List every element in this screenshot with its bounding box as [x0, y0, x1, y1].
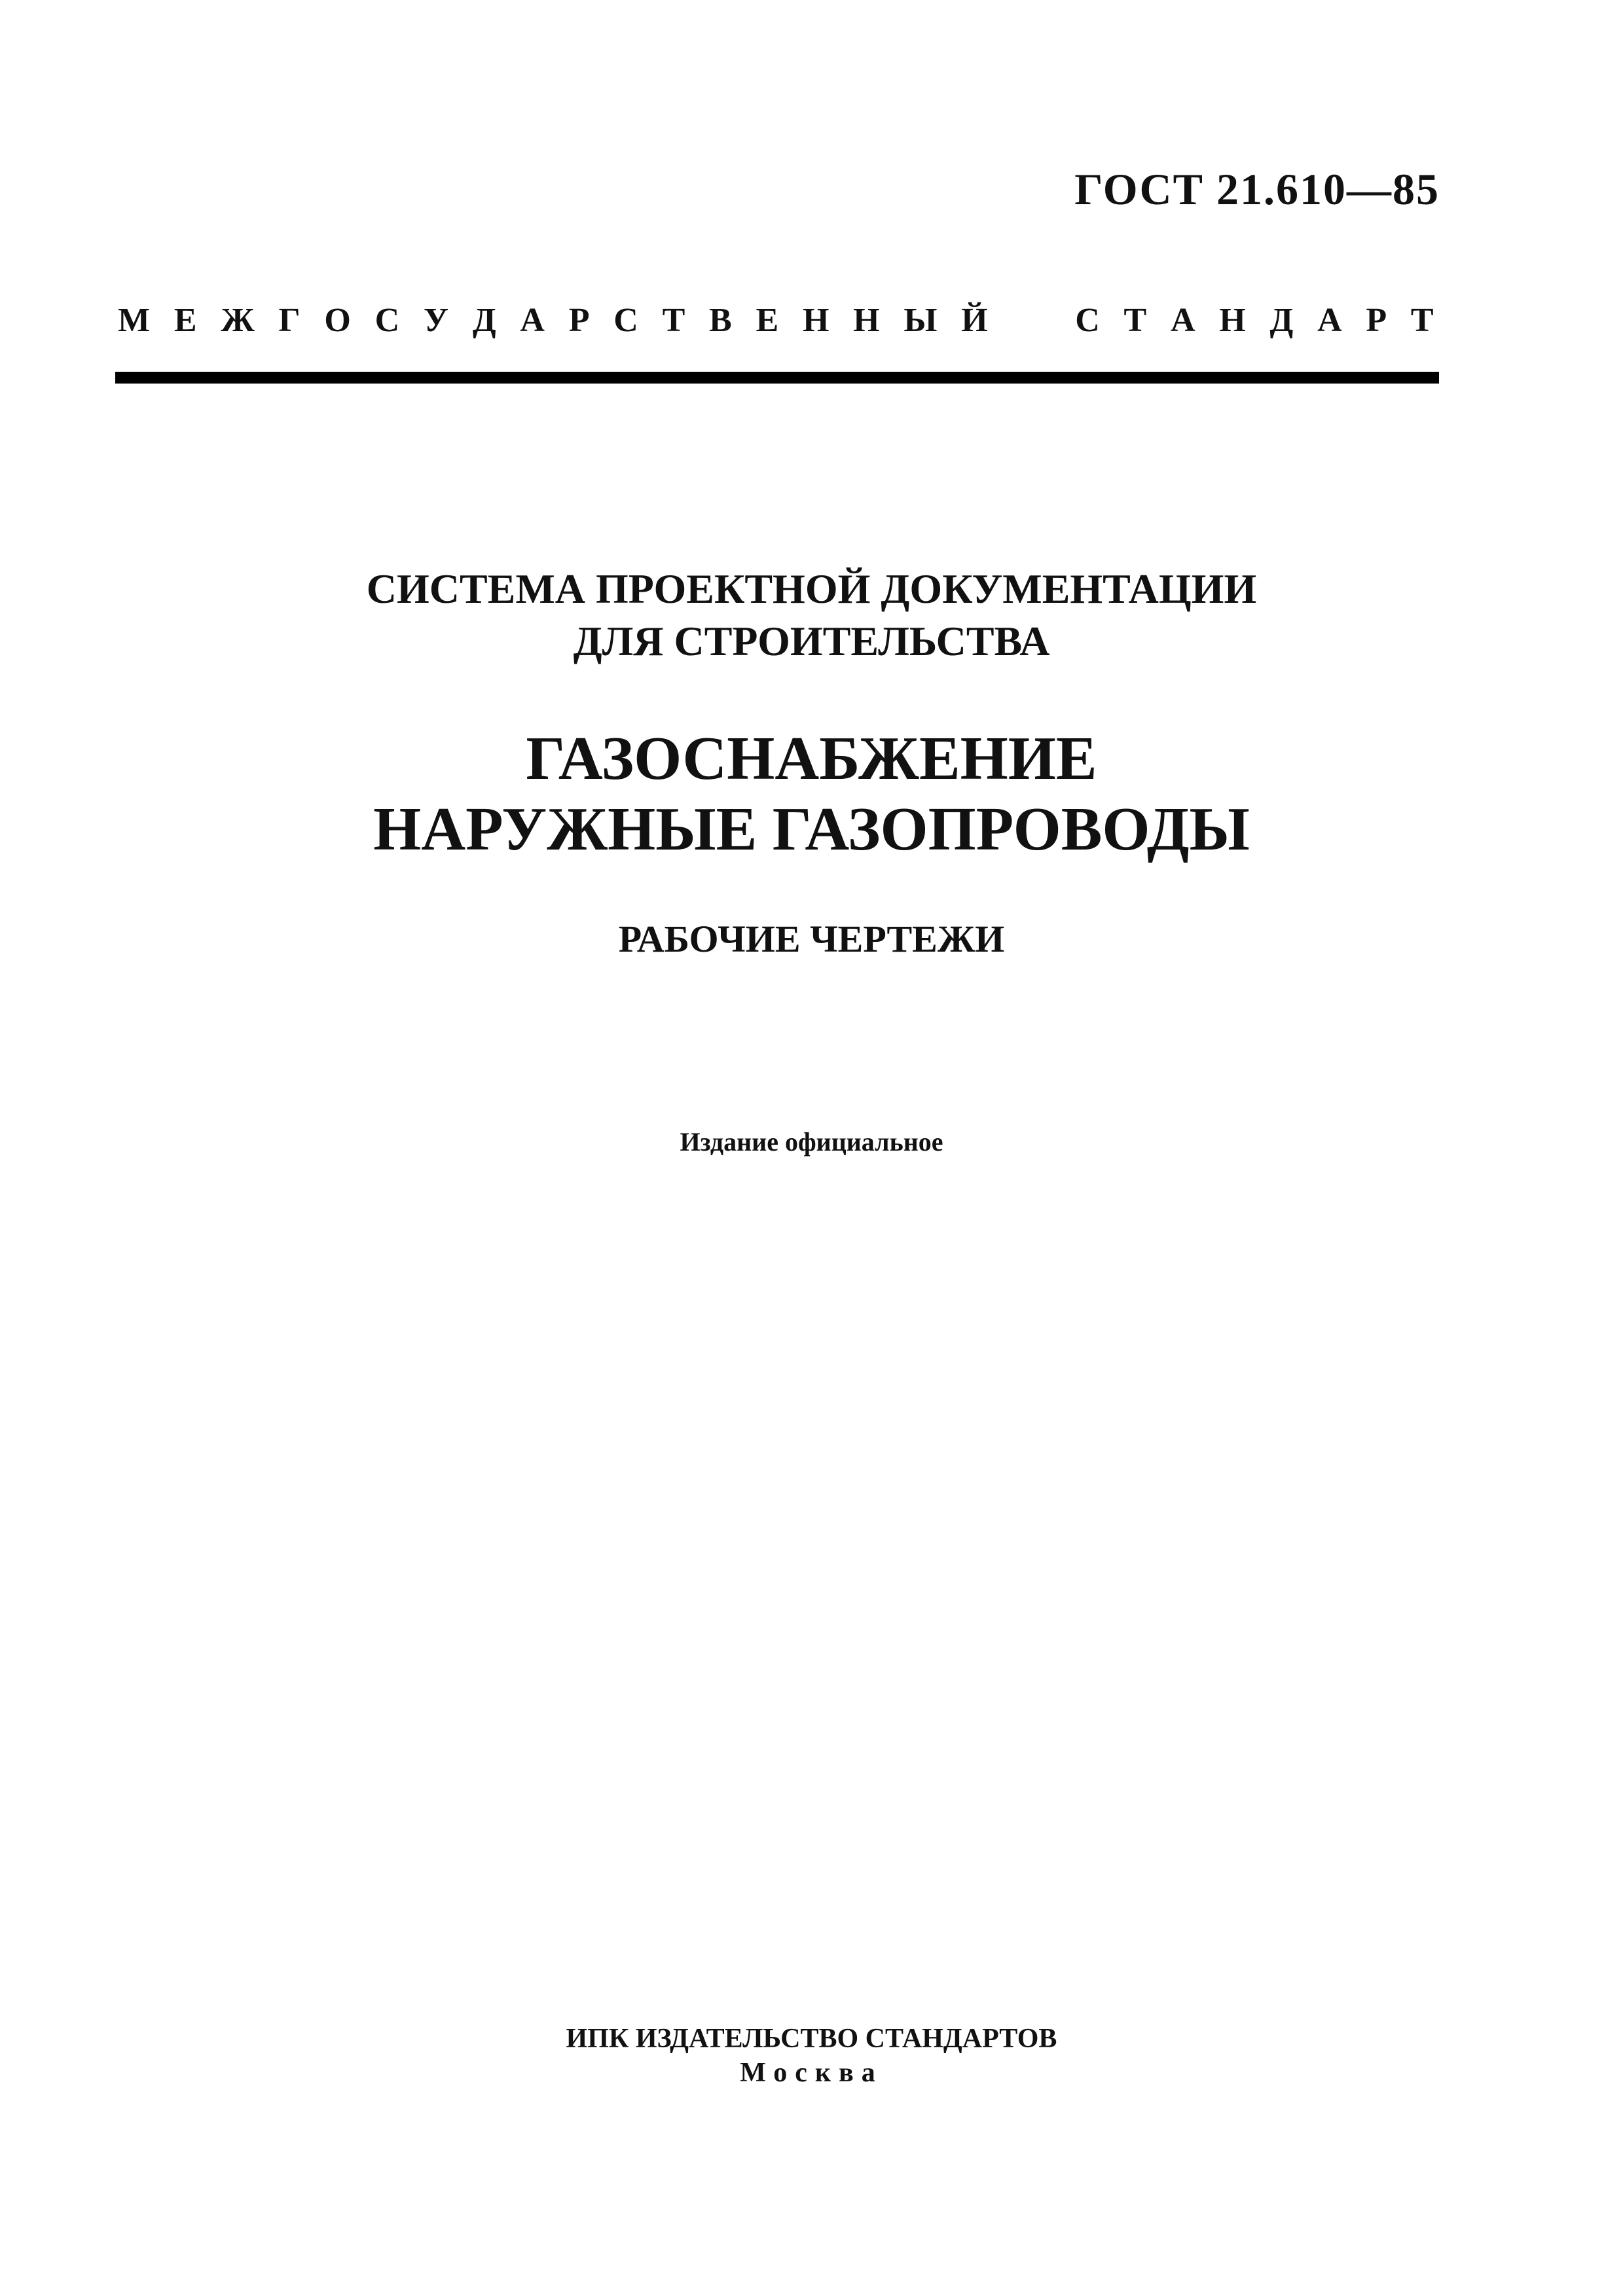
series-letter: У	[423, 302, 449, 339]
series-letter: Р	[1366, 302, 1387, 339]
system-title	[0, 563, 1623, 668]
series-letter: А	[520, 302, 545, 339]
series-letter: Г	[278, 302, 301, 339]
document-number: ГОСТ 21.610—85	[1074, 164, 1440, 214]
series-letter: С	[374, 302, 400, 339]
series-letter: Е	[756, 302, 779, 339]
main-title-line: НАРУЖНЫЕ ГАЗОПРОВОДЫ	[373, 795, 1250, 863]
main-title	[0, 723, 1623, 865]
main-title-line: ГАЗОСНАБЖЕНИЕ	[526, 725, 1097, 793]
series-letter: Н	[802, 302, 830, 339]
series-letter: Т	[1410, 302, 1434, 339]
series-letter: Ж	[221, 302, 255, 339]
series-letter: С	[613, 302, 638, 339]
system-title-line: ДЛЯ СТРОИТЕЛЬСТВА	[573, 618, 1050, 664]
series-letter: Т	[662, 302, 685, 339]
series-letter: А	[1317, 302, 1342, 339]
publisher-name: ИПК ИЗДАТЕЛЬСТВО СТАНДАРТОВ	[566, 2024, 1057, 2054]
series-letter: О	[324, 302, 351, 339]
series-letter: Й	[961, 302, 988, 339]
horizontal-rule	[115, 372, 1439, 384]
publisher-city: Москва	[740, 2058, 883, 2088]
series-word-gap	[1012, 301, 1051, 340]
series-letter: Н	[1219, 302, 1246, 339]
edition-label: Издание официальное	[680, 1127, 943, 1157]
series-letter: М	[118, 302, 151, 339]
series-letter: В	[709, 302, 732, 339]
system-title-line: СИСТЕМА ПРОЕКТНОЙ ДОКУМЕНТАЦИИ	[366, 565, 1257, 612]
series-letter: Т	[1123, 302, 1147, 339]
series-letter: Р	[568, 302, 590, 339]
series-letter: Ы	[903, 302, 938, 339]
series-letter: А	[1170, 302, 1195, 339]
series-letter: Н	[853, 302, 880, 339]
series-letter: С	[1075, 302, 1100, 339]
series-letter: Д	[1269, 302, 1294, 339]
series-title	[118, 301, 1434, 340]
series-letter: Д	[472, 302, 496, 339]
series-letter: Е	[173, 302, 197, 339]
subtitle: РАБОЧИЕ ЧЕРТЕЖИ	[618, 918, 1005, 960]
